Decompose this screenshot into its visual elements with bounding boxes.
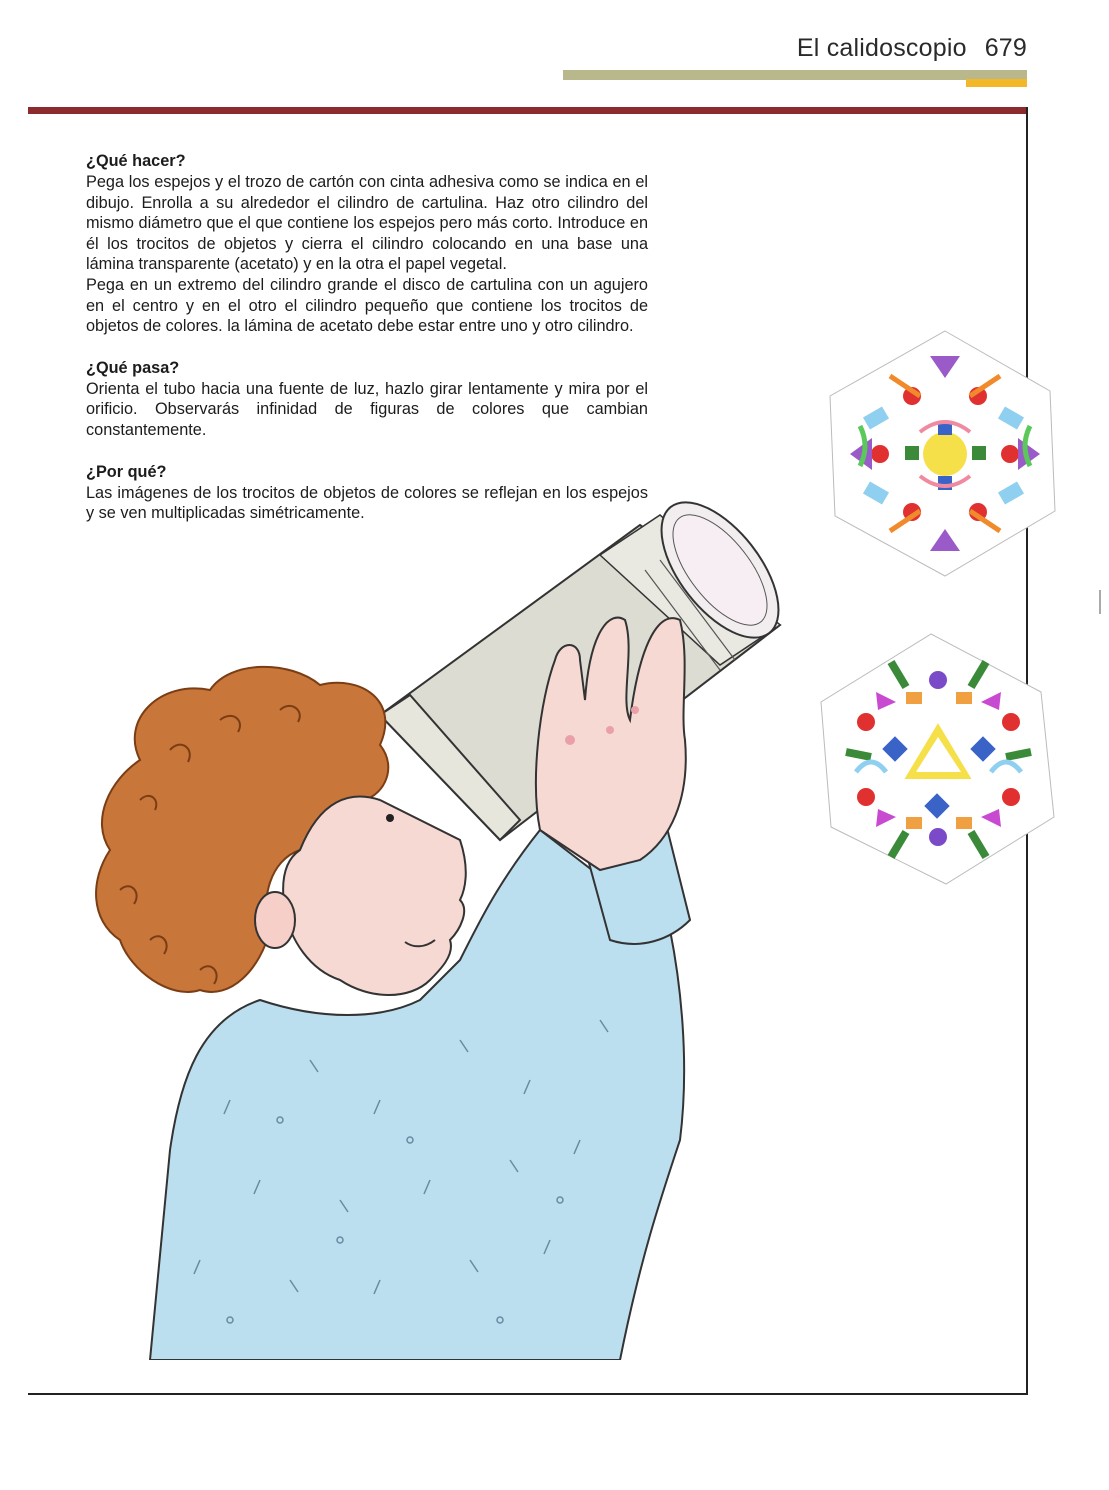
section-que-hacer — [86, 150, 648, 337]
section-que-pasa — [86, 357, 648, 441]
section-paragraph: Orienta el tubo hacia una fuente de luz, hazlo girar lentamente y mira por el orificio. Observarás infinidad de figuras de colores que cambian constantemente. — [86, 379, 648, 439]
kaleidoscope-pattern-1 — [820, 326, 1070, 581]
section-paragraph: Las imágenes de los trocitos de objetos de colores se reflejan en los espejos y se ven multiplicadas simétricamente. — [86, 483, 648, 523]
child-illustration — [80, 500, 800, 1360]
page-number: 679 — [984, 34, 1027, 62]
top-rule — [28, 107, 1027, 114]
hands — [536, 618, 686, 870]
section-heading: ¿Qué pasa? — [86, 358, 180, 377]
chapter-title: El calidoscopio — [796, 34, 967, 62]
scan-mark — [1099, 590, 1101, 614]
page-header — [797, 34, 1027, 63]
instructions-text — [86, 150, 648, 544]
section-heading: ¿Qué hacer? — [86, 152, 186, 170]
kaleidoscope-pattern-2 — [816, 632, 1061, 887]
header-bar-yellow — [966, 79, 1027, 87]
section-paragraph: Pega en un extremo del cilindro grande el disco de cartulina con un agujero en el centro y en el otro el cilindro pequeño que contiene los trocitos de objetos de colores. la lámina de acetato debe estar entre uno y otro cilindro. — [86, 275, 648, 336]
section-heading: ¿Por qué? — [86, 462, 167, 481]
frame-bottom-border — [28, 1393, 1028, 1395]
header-bar-olive — [563, 70, 1027, 80]
section-paragraph: Pega los espejos y el trozo de cartón con cinta adhesiva como se indica en el dibujo. Enrolla a su alrededor el cilindro de cartulina. Haz otro cilindro del mismo diámetro que el que contiene los espejos pero más corto. Introduce en él los trocitos de objetos y cierra el cilindro colocando en una base una lámina transparente (acetato) y en la otra el papel vegetal. — [86, 173, 648, 274]
